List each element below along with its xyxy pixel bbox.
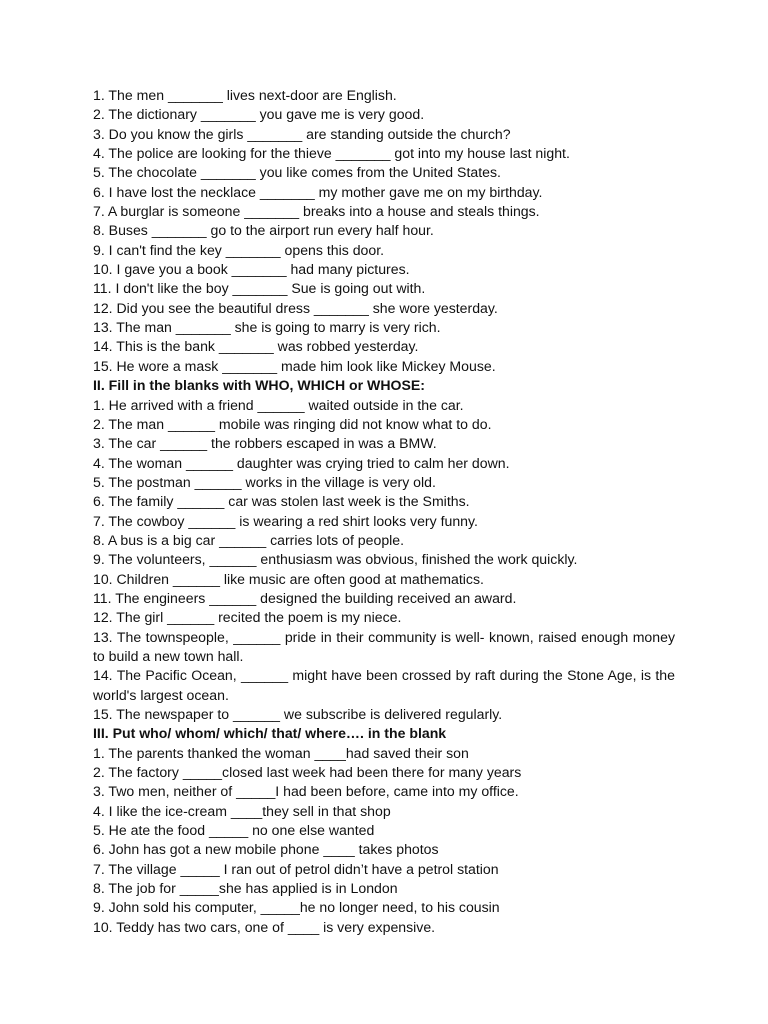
- exercise-item: 8. The job for _____she has applied is in London: [93, 880, 398, 897]
- exercise-item: 11. I don't like the boy _______ Sue is going out with.: [93, 280, 426, 297]
- exercise-item: 2. The man ______ mobile was ringing did not know what to do.: [93, 415, 492, 432]
- exercise-item: 13. The man _______ she is going to marry is very rich.: [93, 319, 441, 336]
- exercise-item: 14. The Pacific Ocean, ______ might have been crossed by raft during the Stone Age, is the world's largest ocean.: [93, 667, 675, 703]
- exercise-item: 8. A bus is a big car ______ carries lots of people.: [93, 531, 405, 548]
- exercise-item: 4. I like the ice-cream ____they sell in that shop: [93, 802, 391, 819]
- section-1: [93, 86, 675, 376]
- exercise-item: 2. The factory _____closed last week had been there for many years: [93, 764, 522, 781]
- exercise-item: 10. I gave you a book _______ had many pictures.: [93, 261, 410, 278]
- exercise-item: 15. The newspaper to ______ we subscribe is delivered regularly.: [93, 706, 503, 722]
- exercise-item: 1. The parents thanked the woman ____had saved their son: [93, 744, 469, 761]
- exercise-item: 10. Children ______ like music are often good at mathematics.: [93, 570, 484, 587]
- exercise-item: 15. He wore a mask _______ made him look like Mickey Mouse.: [93, 357, 496, 374]
- exercise-item: 12. Did you see the beautiful dress _______ she wore yesterday.: [93, 299, 498, 316]
- exercise-item: 1. The men _______ lives next-door are English.: [93, 87, 397, 103]
- exercise-item: 2. The dictionary _______ you gave me is very good.: [93, 106, 425, 123]
- exercise-item: 5. The chocolate _______ you like comes from the United States.: [93, 164, 501, 181]
- exercise-item: 9. John sold his computer, _____he no longer need, to his cousin: [93, 899, 500, 916]
- exercise-item: 1. He arrived with a friend ______ waited outside in the car.: [93, 396, 464, 413]
- exercise-item: 4. The woman ______ daughter was crying tried to calm her down.: [93, 454, 510, 471]
- exercise-item: 7. A burglar is someone _______ breaks into a house and steals things.: [93, 203, 540, 220]
- worksheet-document: [93, 86, 675, 937]
- exercise-item: 10. Teddy has two cars, one of ____ is very expensive.: [93, 918, 436, 935]
- exercise-item: 3. The car ______ the robbers escaped in was a BMW.: [93, 435, 437, 452]
- exercise-item: 14. This is the bank _______ was robbed yesterday.: [93, 338, 419, 355]
- section-2-heading: II. Fill in the blanks with WHO, WHICH or WHOSE:: [93, 377, 425, 394]
- section-3: [93, 724, 675, 937]
- exercise-item: 6. I have lost the necklace _______ my mother gave me on my birthday.: [93, 183, 543, 200]
- exercise-item: 12. The girl ______ recited the poem is my niece.: [93, 609, 402, 626]
- exercise-item: 7. The cowboy ______ is wearing a red shirt looks very funny.: [93, 512, 478, 529]
- exercise-item: 6. The family ______ car was stolen last week is the Smiths.: [93, 493, 470, 510]
- section-3-heading: III. Put who/ whom/ which/ that/ where…. in the blank: [93, 725, 447, 742]
- exercise-item: 4. The police are looking for the thieve _______ got into my house last night.: [93, 145, 570, 162]
- exercise-item: 5. He ate the food _____ no one else wanted: [93, 822, 375, 839]
- exercise-item: 6. John has got a new mobile phone ____ takes photos: [93, 841, 439, 858]
- exercise-item: 8. Buses _______ go to the airport run every half hour.: [93, 222, 434, 239]
- exercise-item: 7. The village _____ I ran out of petrol didn’t have a petrol station: [93, 860, 499, 877]
- exercise-item: 9. The volunteers, ______ enthusiasm was obvious, finished the work quickly.: [93, 551, 578, 568]
- exercise-item: 9. I can't find the key _______ opens this door.: [93, 241, 385, 258]
- exercise-item: 13. The townspeople, ______ pride in their community is well- known, raised enough money to build a new town hall.: [93, 628, 675, 664]
- exercise-item: 3. Two men, neither of _____I had been before, came into my office.: [93, 783, 519, 800]
- section-2: [93, 376, 675, 724]
- exercise-item: 5. The postman ______ works in the village is very old.: [93, 473, 436, 490]
- exercise-item: 11. The engineers ______ designed the building received an award.: [93, 589, 517, 606]
- exercise-item: 3. Do you know the girls _______ are standing outside the church?: [93, 125, 511, 142]
